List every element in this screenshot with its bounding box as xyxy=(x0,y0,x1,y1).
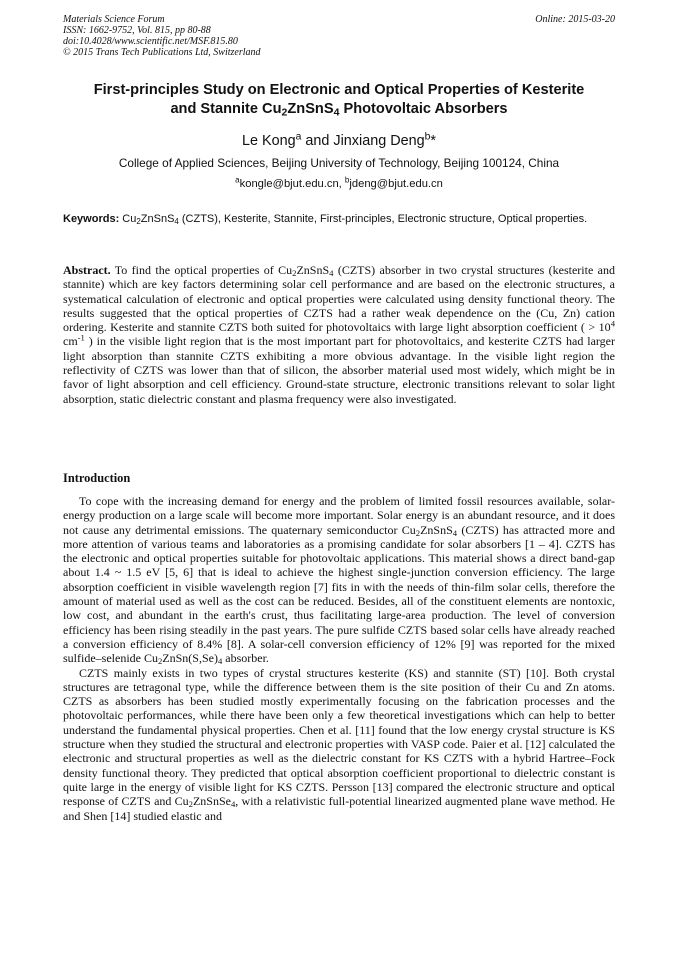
paragraph-text: absorber. xyxy=(222,651,269,666)
author-name: Le Kong xyxy=(242,133,296,149)
title-text: and Stannite Cu xyxy=(170,101,282,117)
author-list xyxy=(40,132,638,150)
paragraph-text: ZnSn(S,Se) xyxy=(162,651,218,666)
affiliation: College of Applied Sciences, Beijing University of Technology, Beijing 100124, China xyxy=(118,156,560,170)
email-link[interactable]: jdeng@bjut.edu.cn xyxy=(349,178,443,190)
keywords-text: (CZTS), Kesterite, Stannite, First-principles, Electronic structure, Optical properties. xyxy=(178,213,588,225)
subscript: 2 xyxy=(292,268,297,279)
subscript: 4 xyxy=(333,106,340,119)
author-conjunction: and xyxy=(301,133,334,149)
paper-title xyxy=(40,81,638,119)
keywords xyxy=(63,212,615,226)
affiliation-mark: a xyxy=(235,175,240,185)
abstract xyxy=(63,263,615,406)
abstract-text: cm xyxy=(63,334,78,349)
paragraph-text: ZnSnS xyxy=(420,522,453,537)
subscript: 4 xyxy=(174,216,179,226)
subscript: 4 xyxy=(452,527,458,538)
paragraph-text: (CZTS) has attracted more and more attention of various teams and laboratories as a promising candidate for solar absorbers [1 – 4]. CZTS has the electronic and optical properties suitable for photovoltaic applications. This material shows a direct band-gap about 1.4 ~ 1.5 eV [5, 6] that is ideal to achieve the highest single-junction conversion efficiency. The large absorption coefficient in visible wavelength region [7] fits in with the needs of thin-film solar cells, therefore the amount of material used as well as the cost can be reduced. Besides, all of the constituent elements are nontoxic, low cost, and abundant in the earth's crust, thus facilitating large-area production. The level of conversion efficiency has been rising steadily in the past years. The pure sulfide CZTS based solar cells have already reached a conversion efficiency of 8.4% [8]. A solar-cell conversion efficiency of 12% [9] was reported for the mixed sulfide–selenide Cu xyxy=(63,522,615,666)
abstract-text: (CZTS) absorber in two crystal structures (kesterite and stannite) which are key factors determining solar cell performance and are based on the electronic structures, a systematical calculation of electronic and optical properties were calculated using density functional theory. The results suggested that the optical properties of CZTS had a rather weak dependence on the (Cu, Zn) cation ordering. Kesterite and stannite CZTS both suited for photovoltaics with large light absorption coefficient ( > 10 xyxy=(63,263,615,335)
paragraph-text: , with a relativistic full-potential linearized augmented plane wave method. He and Shen [14] studied elastic and xyxy=(63,794,615,823)
affiliation-mark: a xyxy=(295,131,302,143)
keywords-text: ZnSnS xyxy=(140,213,175,225)
email-line xyxy=(40,177,638,192)
author-name: Jinxiang Deng xyxy=(333,133,425,149)
subscript: 2 xyxy=(188,799,193,810)
superscript: -1 xyxy=(77,332,85,343)
subscript: 4 xyxy=(230,799,236,810)
abstract-text: ZnSnS xyxy=(296,263,330,277)
subscript: 2 xyxy=(136,216,141,226)
paragraph-text: ZnSnSe xyxy=(192,794,231,809)
subscript: 4 xyxy=(217,656,223,667)
abstract-label: Abstract. xyxy=(63,263,111,277)
paragraph xyxy=(63,494,615,666)
subscript: 4 xyxy=(329,268,334,279)
abstract-text: ) in the visible light region that is the most important part for photovoltaics, and kesterite CZTS had larger light absorption than stannite CZTS exhibiting a more obvious advantage. In the visible light region the reflectivity of CZTS was lower than that of silicon, the absorber material used most widely, which might be in favor of light absorption and cell efficiency. Ground-state structure, electronic transitions relevant to solar light absorption, static dielectric constant and plasma frequency were also investigated. xyxy=(63,334,615,406)
paragraph xyxy=(63,666,615,823)
keywords-label: Keywords: xyxy=(63,213,120,225)
journal-name: Materials Science Forum xyxy=(63,14,165,25)
journal-header xyxy=(63,14,615,58)
subscript: 2 xyxy=(157,656,163,667)
issn-line: ISSN: 1662-9752, Vol. 815, pp 80-88 xyxy=(63,25,211,36)
copyright-line: © 2015 Trans Tech Publications Ltd, Switzerland xyxy=(63,47,261,58)
email-link[interactable]: kongle@bjut.edu.cn, xyxy=(239,178,345,190)
superscript: 4 xyxy=(610,318,615,329)
subscript: 2 xyxy=(281,106,288,119)
subscript: 2 xyxy=(415,527,421,538)
abstract-text: To find the optical properties of Cu xyxy=(110,263,293,277)
corresponding-star: * xyxy=(430,133,436,149)
title-line-1: First-principles Study on Electronic and Optical Properties of Kesterite xyxy=(93,82,585,98)
paragraph-text: CZTS mainly exists in two types of crystal structures kesterite (KS) and stannite (ST) [10]. Both crystal structures are tetragonal type, while the difference between them is the site position of their Cu and Zn atoms. CZTS as absorbers has been studied mostly experimentally focusing on the fabrication processes and the photovoltaic performances, while there have been only a few theoretical investigations which can help to better understand the fundamental physical properties. Chen et al. [11] found that the low energy crystal structure is KS structure when they studied the structural and electronic properties with VASP code. Paier et al. [12] calculated the electronic and structural properties as well as the dielectric constant for KS CZTS with a hybrid Hartree–Fock density functional theory. They predicted that optical absorption coefficient proportional to dielectric constant is quite large in the energy of visible light for KS CZTS. Persson [13] compared the electronic structure and optical response of CZTS and Cu xyxy=(63,665,615,809)
paragraph-text: To cope with the increasing demand for energy and the problem of limited fossil resources available, solar-energy production on a large scale will become more important. Solar energy is an abundant resource, and it does not cause any detrimental emissions. The quaternary semiconductor Cu xyxy=(63,494,615,537)
doi-line: doi:10.4028/www.scientific.net/MSF.815.80 xyxy=(63,36,238,47)
introduction-body xyxy=(63,494,615,823)
title-line-2 xyxy=(40,100,638,119)
online-date: Online: 2015-03-20 xyxy=(535,14,615,25)
affiliation-mark: b xyxy=(344,175,350,185)
section-heading-introduction: Introduction xyxy=(63,471,131,485)
keywords-text: Cu xyxy=(119,213,137,225)
title-text: Photovoltaic Absorbers xyxy=(339,101,508,117)
title-text: ZnSnS xyxy=(287,101,334,117)
affiliation-mark: b xyxy=(424,131,431,143)
